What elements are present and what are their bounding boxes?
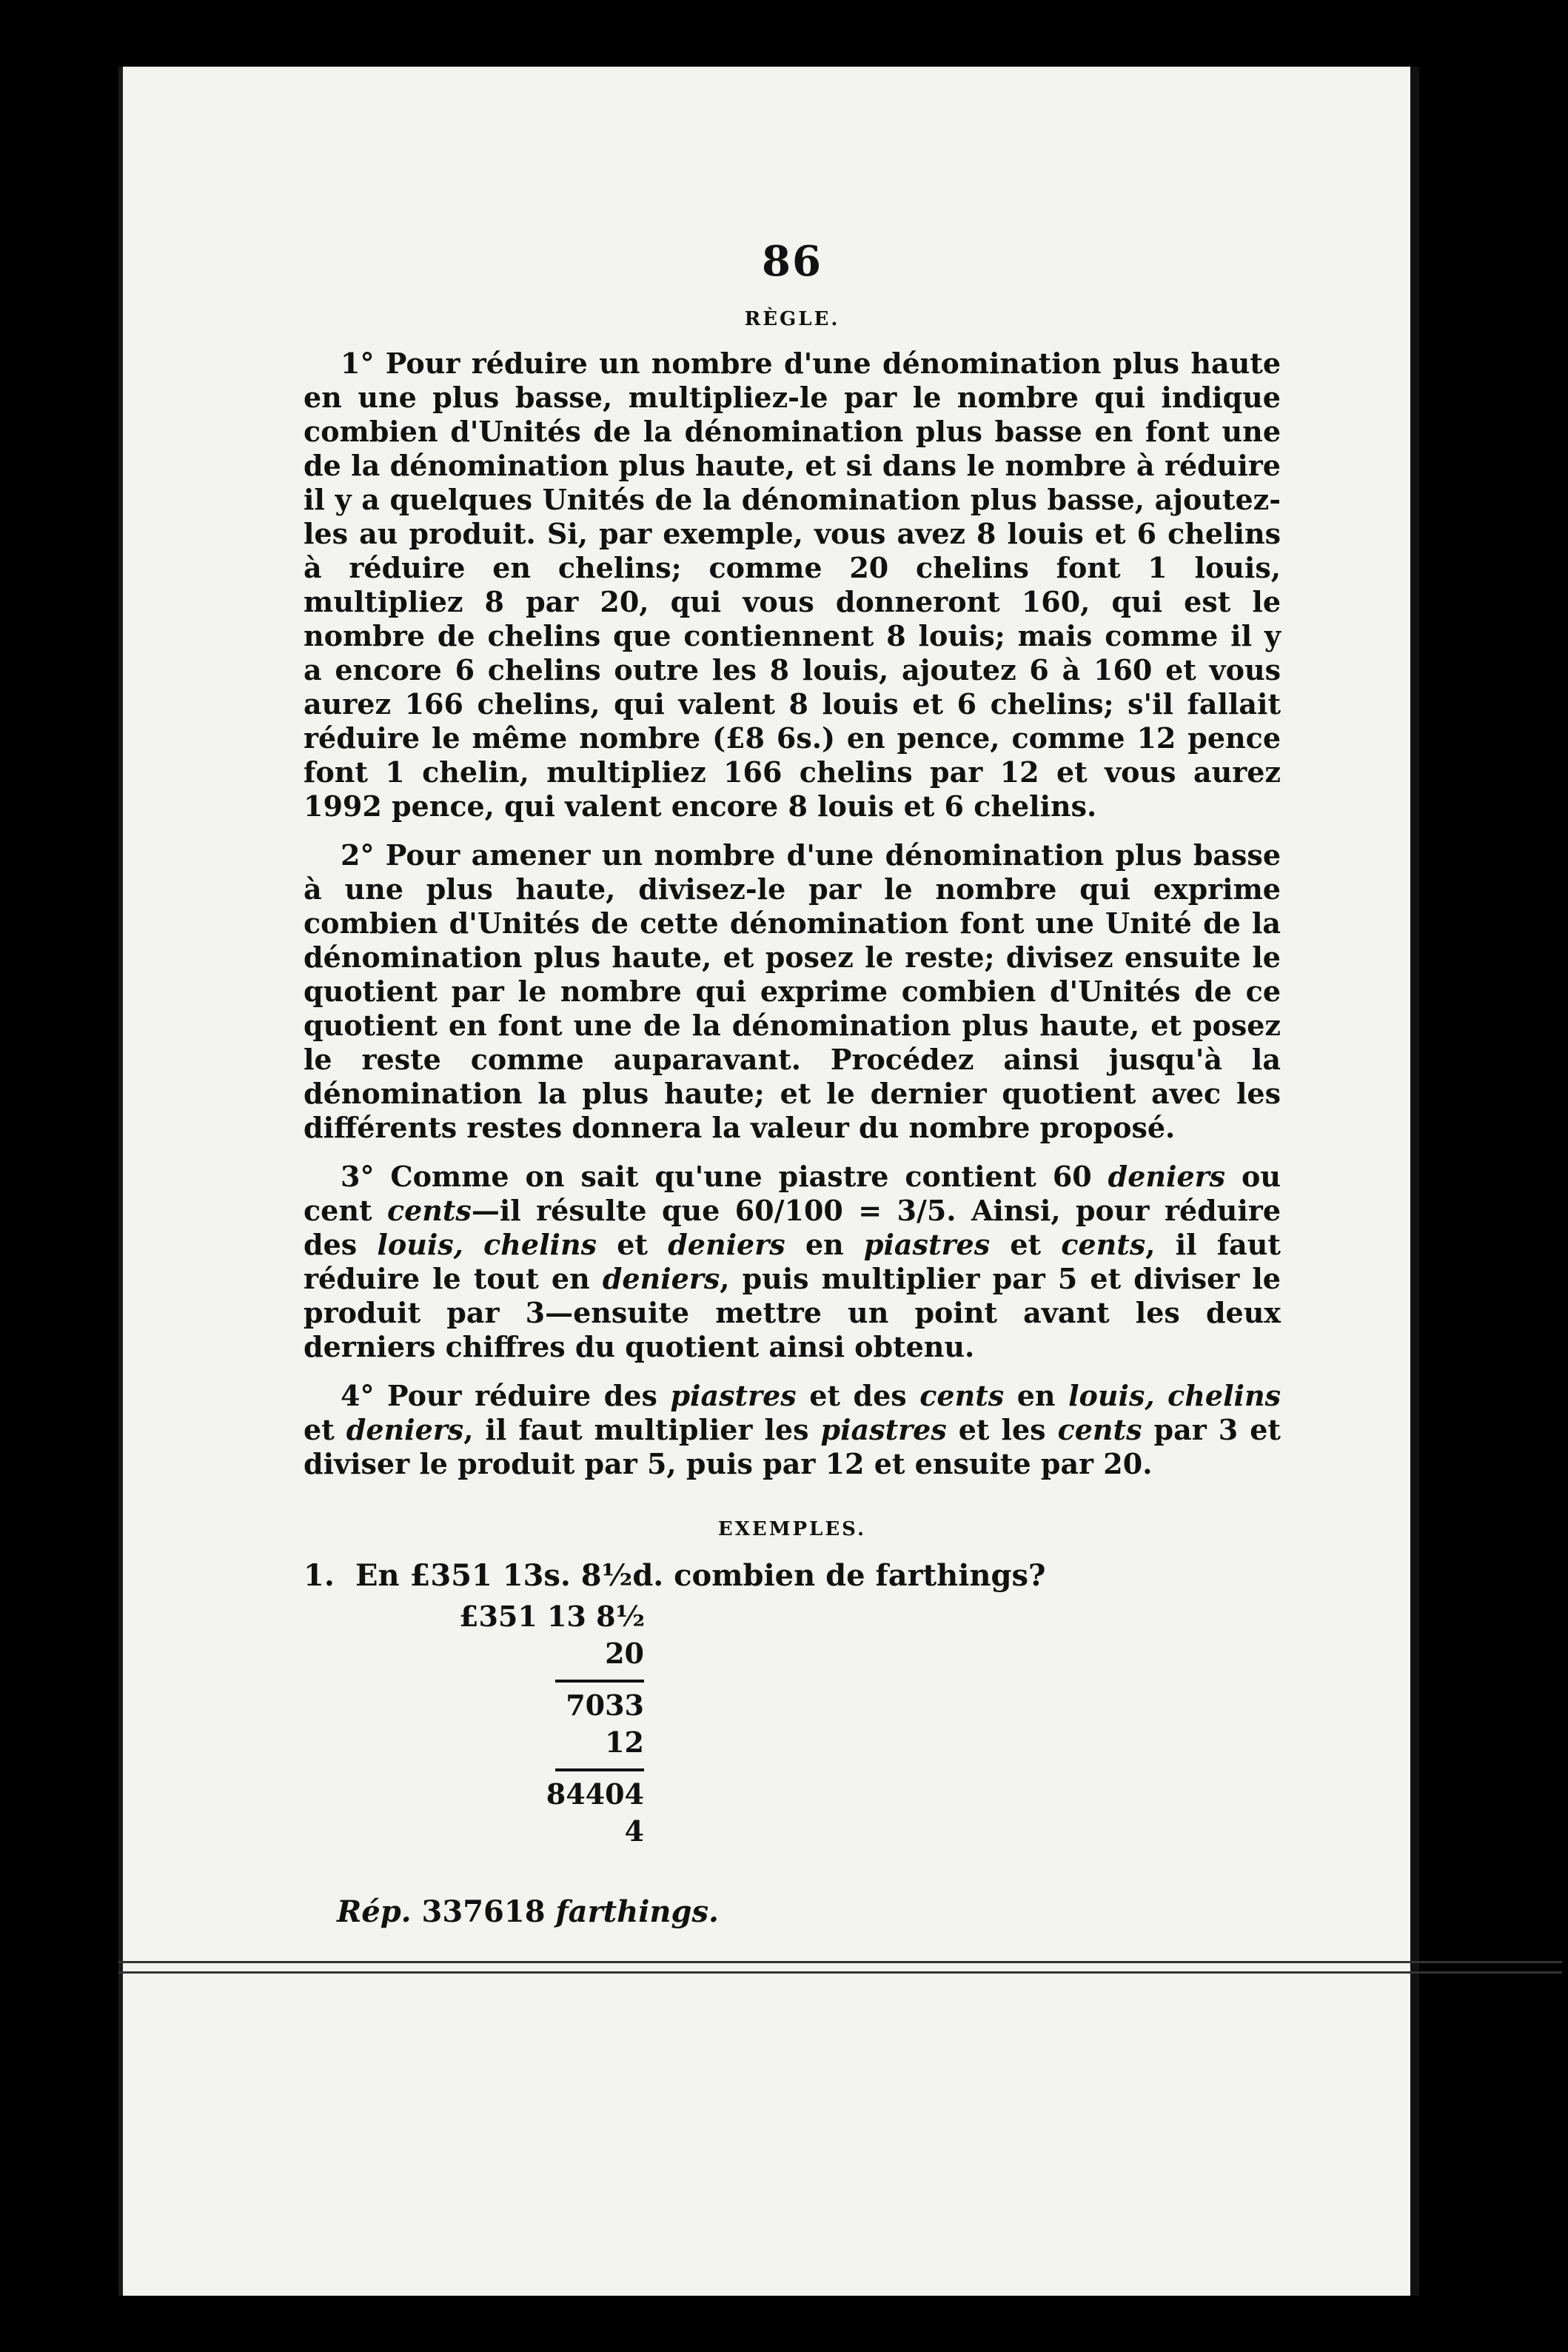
scan-artifact-line [118, 1971, 1562, 1974]
rule-paragraph-4: 4° Pour réduire des piastres et des cents en louis, chelins et deniers, il faut multiplier les piastres et les cents par 3 et diviser le produit par 5, puis par 12 et ensuite par 20. [304, 1379, 1281, 1480]
section-heading: RÈGLE. [744, 308, 840, 330]
scan-artifact-line [118, 1961, 1562, 1963]
calc-row: £351 13 8½ [459, 1600, 646, 1633]
example-answer [337, 1894, 1281, 1929]
calculation [459, 1598, 1281, 1850]
example-question-text: En £351 13s. 8½d. combien de farthings? [355, 1558, 1046, 1593]
rule-paragraph-3: 3° Comme on sait qu'une piastre contient 60 deniers ou cent cents—il résulte que 60/100 = 3/5. Ainsi, pour réduire des louis, chelins et deniers en piastres et cents, il faut réduire le tout en deniers, puis multiplier par 5 et diviser le produit par 3—ensuite mettre un point avant les deux derniers chiffres du quotient ainsi obtenu. [304, 1160, 1281, 1363]
rule-paragraph-1: 1° Pour réduire un nombre d'une dénomination plus haute en une plus basse, multipliez-le par le nombre qui indique combien d'Unités de la dénomination plus basse en font une de la dénomination plus haute, et si dans le nombre à réduire il y a quelques Unités de la dénomination plus basse, ajoutez-les au produit. Si, par exemple, vous avez 8 louis et 6 chelins à réduire en chelins; comme 20 chelins font 1 louis, multipliez 8 par 20, qui vous donneront 160, qui est le nombre de chelins que contiennent 8 louis; mais comme il y a encore 6 chelins outre les 8 louis, ajoutez 6 à 160 et vous aurez 166 chelins, qui valent 8 louis et 6 chelins; s'il fallait réduire le même nombre (£8 6s.) en pence, comme 12 pence font 1 chelin, multipliez 166 chelins par 12 et vous aurez 1992 pence, qui valent encore 8 louis et 6 chelins. [304, 347, 1281, 823]
examples-heading: EXEMPLES. [717, 1518, 867, 1540]
rule-paragraph-2: 2° Pour amener un nombre d'une dénomination plus basse à une plus haute, divisez-le par le nombre qui exprime combien d'Unités de cette dénomination font une Unité de la dénomination plus haute, et posez le reste; divisez ensuite le quotient par le nombre qui exprime combien d'Unités de ce quotient en font une de la dénomination plus haute, et posez le reste comme auparavant. Procédez ainsi jusqu'à la dénomination la plus haute; et le dernier quotient avec les différents restes donnera la valeur du nombre proposé. [304, 838, 1281, 1144]
calc-row: 20 [605, 1637, 644, 1670]
calc-row: 12 [605, 1725, 644, 1759]
calc-row: 4 [624, 1814, 644, 1848]
example-number: 1. [304, 1558, 335, 1593]
example-question [304, 1558, 1281, 1594]
scan-border-right [1419, 44, 1568, 2352]
calc-rule [555, 1768, 644, 1776]
calc-rule [555, 1680, 644, 1687]
answer-label: Rép. [337, 1894, 412, 1929]
answer-value: 337618 [421, 1894, 546, 1929]
calc-row: 7033 [566, 1688, 644, 1722]
page-content [304, 237, 1281, 1929]
page-number: 86 [762, 237, 822, 286]
calc-row: 84404 [546, 1777, 644, 1811]
answer-unit: farthings. [555, 1894, 719, 1929]
